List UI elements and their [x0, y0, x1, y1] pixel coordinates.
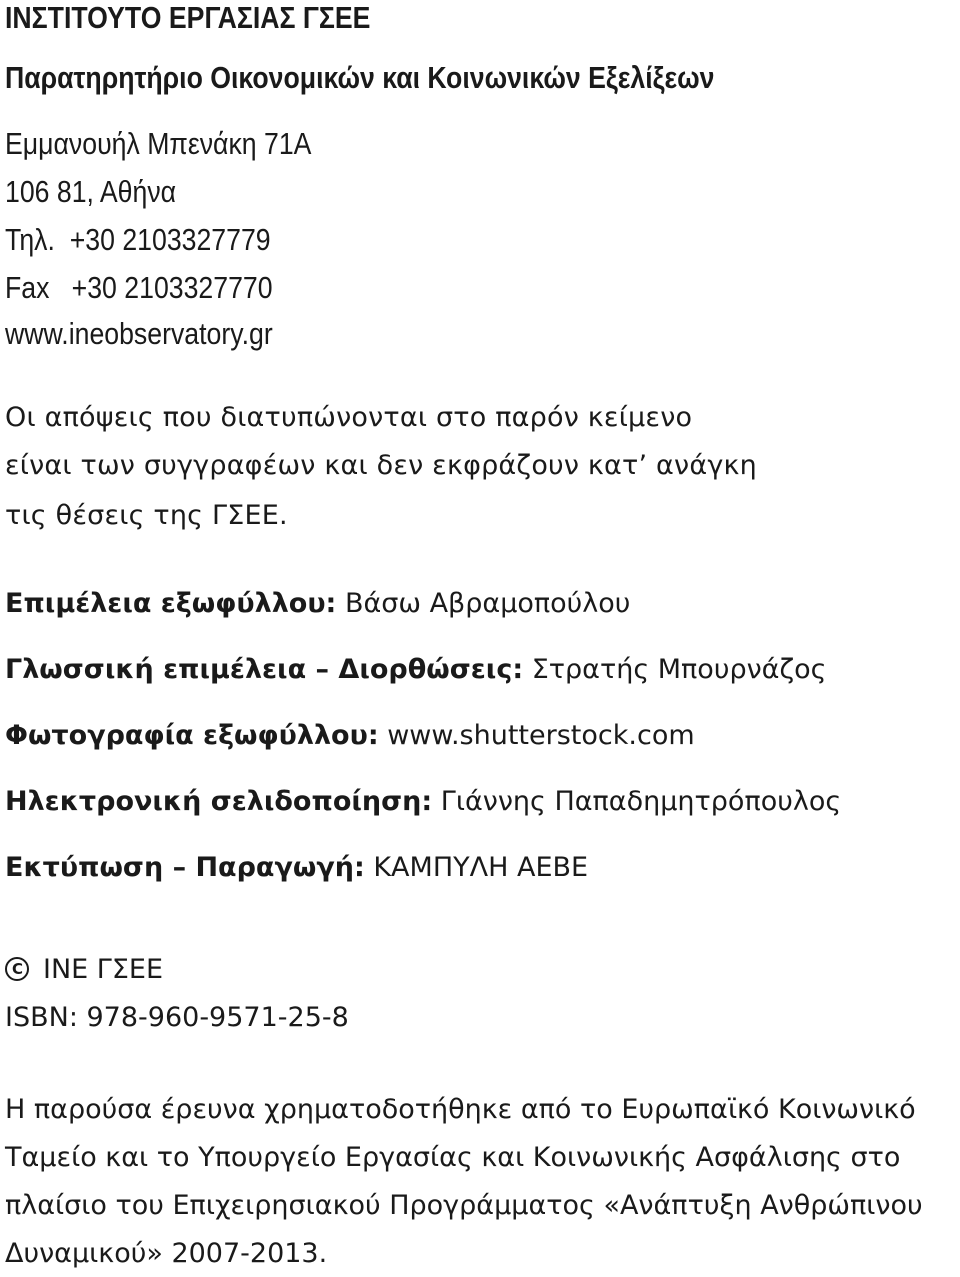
organization-title: ΙΝΣΤΙΤΟΥΤΟ ΕΡΓΑΣΙΑΣ ΓΣΕΕ [5, 0, 371, 35]
funding-line: Η παρούσα έρευνα χρηματοδοτήθηκε από το Ευρωπαϊκό Κοινωνικό [5, 1094, 916, 1125]
credit-printing [5, 852, 588, 883]
credit-value: ΚΑΜΠΥΛΗ ΑΕΒΕ [364, 852, 589, 883]
address-city: 106 81, Αθήνα [5, 174, 177, 209]
credit-cover-photo [5, 720, 695, 751]
disclaimer-line: Οι απόψεις που διατυπώνονται στο παρόν κείμενο [5, 402, 693, 433]
disclaimer-line: τις θέσεις της ΓΣΕΕ. [5, 500, 288, 531]
credit-label: Επιμέλεια εξωφύλλου: [5, 588, 337, 619]
address-fax: Fax +30 2103327770 [5, 270, 273, 305]
credit-value: Στρατής Μπουρνάζος [523, 654, 827, 685]
credit-value: Βάσω Αβραμοπούλου [336, 588, 631, 619]
funding-line: Ταμείο και το Υπουργείο Εργασίας και Κοινωνικής Ασφάλισης στο [5, 1142, 901, 1173]
disclaimer-line: είναι των συγγραφέων και δεν εκφράζουν κατ’ ανάγκη [5, 450, 757, 481]
observatory-title: Παρατηρητήριο Οικονομικών και Κοινωνικών Εξελίξεων [5, 60, 715, 95]
funding-line: πλαίσιο του Επιχειρησιακού Προγράμματος «Ανάπτυξη Ανθρώπινου [5, 1190, 923, 1221]
credit-value: Γιάννης Παπαδημητρόπουλος [432, 786, 842, 817]
copyright-icon [5, 957, 29, 981]
credit-label: Ηλεκτρονική σελιδοποίηση: [5, 786, 433, 817]
address-phone: Τηλ. +30 2103327779 [5, 222, 271, 257]
credit-proofreading [5, 654, 827, 685]
address-street: Εμμανουήλ Μπενάκη 71Α [5, 126, 312, 161]
credit-label: Γλωσσική επιμέλεια – Διορθώσεις: [5, 654, 524, 685]
funding-line: Δυναμικού» 2007-2013. [5, 1238, 328, 1269]
isbn: ISBN: 978-960-9571-25-8 [5, 1002, 349, 1033]
copyright-line [5, 954, 163, 985]
credit-label: Φωτογραφία εξωφύλλου: [5, 720, 379, 751]
website-link[interactable]: www.ineobservatory.gr [5, 316, 273, 351]
credit-cover-design [5, 588, 630, 619]
credit-layout [5, 786, 841, 817]
credit-value: www.shutterstock.com [378, 720, 695, 751]
credit-label: Εκτύπωση – Παραγωγή: [5, 852, 365, 883]
copyright-holder: ΙΝΕ ΓΣΕΕ [43, 954, 164, 985]
